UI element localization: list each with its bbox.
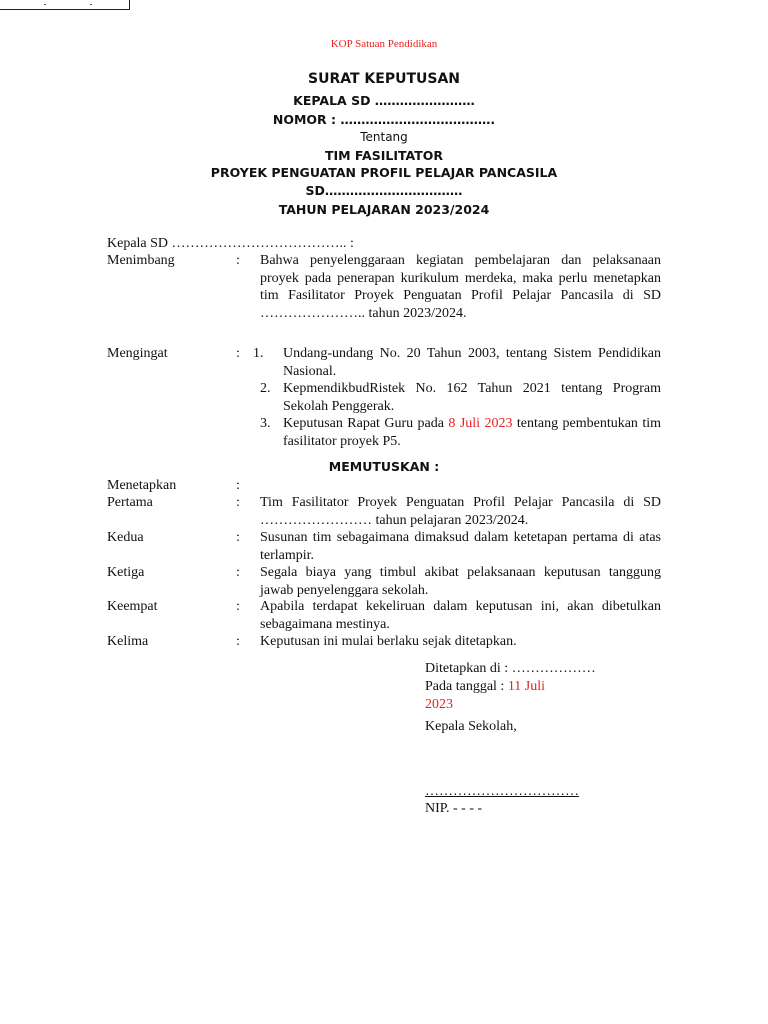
- decision-text: Apabila terdapat kekeliruan dalam keputusan ini, akan dibetulkan sebagaimana mestinya.: [260, 599, 661, 632]
- colon: :: [236, 253, 240, 268]
- item-text: tentang pembentukan tim fasilitator proyek P5.: [283, 416, 662, 449]
- colon: :: [236, 634, 240, 649]
- sign-date: 11 Juli: [507, 679, 546, 694]
- signer-name-line: ……………………………: [425, 784, 579, 799]
- colon: :: [236, 495, 240, 510]
- decision-text: Tim Fasilitator Proyek Penguatan Profil Pelajar Pancasila di SD …………………… tahun pelajaran 2023/2024.: [260, 495, 661, 528]
- menimbang-label: Menimbang: [107, 253, 175, 268]
- list-number: 2.: [260, 381, 271, 396]
- frame-tick: [44, 4, 46, 5]
- corner-frame: [0, 0, 130, 10]
- decision-text: Segala biaya yang timbul akibat pelaksanaan keputusan tanggung jawab penyelenggara sekolah.: [260, 565, 661, 598]
- mengingat-item: Undang-undang No. 20 Tahun 2003, tentang Sistem Pendidikan Nasional.: [283, 346, 661, 379]
- decision-label: Kelima: [107, 634, 149, 649]
- list-number: 3.: [260, 416, 271, 431]
- tanggal-label: Pada tanggal :: [425, 679, 505, 694]
- decision-label: Ketiga: [107, 565, 145, 580]
- decision-text: Keputusan ini mulai berlaku sejak ditetapkan.: [260, 634, 517, 649]
- meeting-date: 8 Juli 2023: [448, 416, 513, 431]
- decision-label: Pertama: [107, 495, 153, 510]
- mengingat-label: Mengingat: [107, 346, 168, 361]
- kop-header: KOP Satuan Pendidikan: [330, 38, 438, 50]
- frame-tick: [90, 4, 92, 5]
- colon: :: [236, 530, 240, 545]
- tanggal-line: [425, 678, 545, 696]
- tentang-line: Tentang: [360, 130, 408, 144]
- mengingat-item: [283, 415, 661, 450]
- decision-text: Susunan tim sebagaimana dimaksud dalam ketetapan pertama di atas terlampir.: [260, 530, 661, 563]
- menimbang-text: Bahwa penyelenggaraan kegiatan pembelajaran dan pelaksanaan proyek pada penerapan kurikulum merdeka, maka perlu menetapkan tim Fasilitator Proyek Penguatan Profil Pelajar Pancasila di SD ………………….. tahun 2023/2024.: [260, 253, 661, 321]
- mengingat-item: KepmendikbudRistek No. 162 Tahun 2021 tentang Program Sekolah Penggerak.: [283, 381, 661, 414]
- sign-date-year: 2023: [425, 697, 453, 712]
- nip-line: NIP. - - - -: [425, 801, 483, 816]
- memutuskan-heading: MEMUTUSKAN :: [328, 459, 440, 474]
- item-text: Keputusan Rapat Guru pada: [283, 416, 444, 431]
- decision-label: Kedua: [107, 530, 144, 545]
- colon: :: [236, 478, 240, 493]
- proyek-line: PROYEK PENGUATAN PROFIL PELAJAR PANCASILA: [210, 165, 558, 180]
- ditetapkan-line: Ditetapkan di : ………………: [425, 661, 596, 676]
- menetapkan-label: Menetapkan: [107, 478, 177, 493]
- tahun-line: TAHUN PELAJARAN 2023/2024: [278, 202, 490, 217]
- document-title: SURAT KEPUTUSAN: [308, 71, 460, 87]
- sd-line: SD……………………………: [305, 183, 463, 198]
- nomor-line: NOMOR : ……………………………….: [272, 112, 496, 127]
- colon: :: [236, 599, 240, 614]
- kepala-sekolah-title: Kepala Sekolah,: [425, 719, 517, 734]
- kepala-sd-line: KEPALA SD ……………………: [293, 93, 475, 108]
- list-number: 1.: [253, 346, 264, 361]
- colon: :: [236, 565, 240, 580]
- decision-label: Keempat: [107, 599, 158, 614]
- colon: :: [236, 346, 240, 361]
- intro-line: Kepala SD ……………………………….. :: [107, 236, 354, 251]
- tim-line: TIM FASILITATOR: [324, 148, 444, 163]
